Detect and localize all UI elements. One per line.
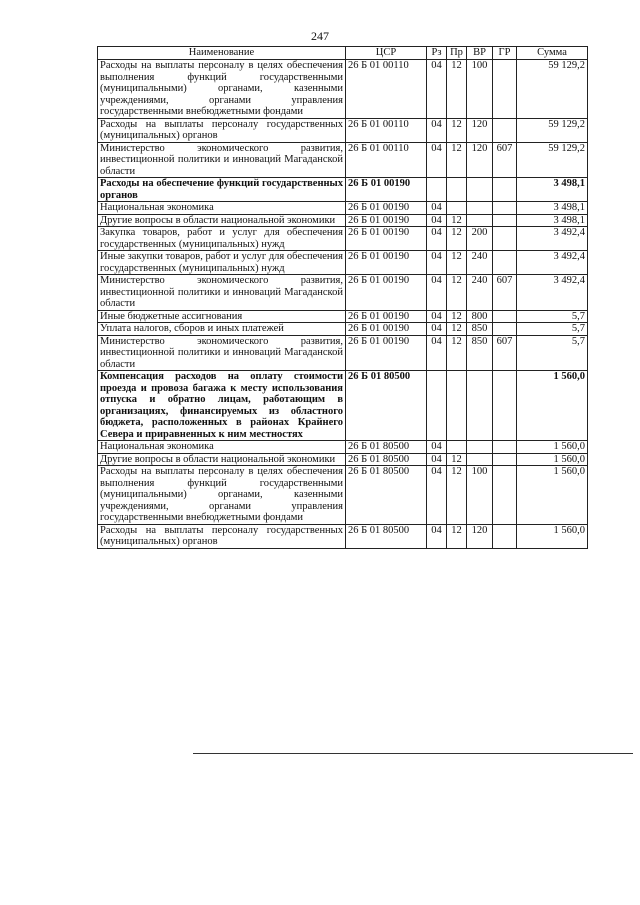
budget-table xyxy=(97,46,588,549)
cell-gr xyxy=(493,60,517,119)
cell-vr: 120 xyxy=(467,142,493,178)
cell-gr xyxy=(493,453,517,466)
cell-csr: 26 Б 01 00190 xyxy=(346,227,427,251)
cell-vr xyxy=(467,178,493,202)
cell-pr: 12 xyxy=(447,466,467,525)
table-row xyxy=(98,441,588,454)
table-row xyxy=(98,275,588,311)
cell-gr xyxy=(493,310,517,323)
cell-gr xyxy=(493,371,517,441)
cell-vr: 100 xyxy=(467,60,493,119)
cell-name: Министерство экономического развития, инвестиционной политики и инноваций Магаданской области xyxy=(98,142,346,178)
cell-name: Национальная экономика xyxy=(98,441,346,454)
header-pr: Пр xyxy=(447,47,467,60)
cell-pr xyxy=(447,178,467,202)
cell-pr: 12 xyxy=(447,275,467,311)
cell-vr: 850 xyxy=(467,335,493,371)
cell-pr xyxy=(447,371,467,441)
cell-rz: 04 xyxy=(427,142,447,178)
header-rz: Рз xyxy=(427,47,447,60)
cell-name: Расходы на выплаты персоналу в целях обеспечения выполнения функций государственными (муниципальными) органами, казенными учреждениями, органами управления государственными внебюджетными фондами xyxy=(98,466,346,525)
table-row xyxy=(98,202,588,215)
table-row xyxy=(98,251,588,275)
cell-sum: 1 560,0 xyxy=(517,371,588,441)
cell-pr xyxy=(447,441,467,454)
table-body xyxy=(98,60,588,549)
cell-rz: 04 xyxy=(427,323,447,336)
table-row xyxy=(98,142,588,178)
cell-name: Иные бюджетные ассигнования xyxy=(98,310,346,323)
cell-pr: 12 xyxy=(447,251,467,275)
header-gr: ГР xyxy=(493,47,517,60)
cell-vr: 800 xyxy=(467,310,493,323)
cell-pr: 12 xyxy=(447,60,467,119)
cell-csr: 26 Б 01 00110 xyxy=(346,142,427,178)
cell-gr xyxy=(493,524,517,548)
cell-csr: 26 Б 01 80500 xyxy=(346,466,427,525)
cell-sum: 3 492,4 xyxy=(517,227,588,251)
cell-vr xyxy=(467,371,493,441)
cell-csr: 26 Б 01 00190 xyxy=(346,214,427,227)
table-row xyxy=(98,310,588,323)
cell-sum: 3 498,1 xyxy=(517,178,588,202)
cell-name: Министерство экономического развития, инвестиционной политики и инноваций Магаданской области xyxy=(98,335,346,371)
cell-vr: 240 xyxy=(467,275,493,311)
cell-sum: 1 560,0 xyxy=(517,466,588,525)
cell-sum: 5,7 xyxy=(517,323,588,336)
cell-vr: 240 xyxy=(467,251,493,275)
cell-csr: 26 Б 01 80500 xyxy=(346,441,427,454)
cell-pr: 12 xyxy=(447,310,467,323)
cell-name: Министерство экономического развития, инвестиционной политики и инноваций Магаданской области xyxy=(98,275,346,311)
cell-sum: 5,7 xyxy=(517,335,588,371)
cell-sum: 3 492,4 xyxy=(517,251,588,275)
cell-sum: 59 129,2 xyxy=(517,60,588,119)
table-row xyxy=(98,214,588,227)
cell-csr: 26 Б 01 80500 xyxy=(346,524,427,548)
cell-csr: 26 Б 01 00190 xyxy=(346,310,427,323)
cell-sum: 59 129,2 xyxy=(517,118,588,142)
cell-rz: 04 xyxy=(427,251,447,275)
table-row xyxy=(98,371,588,441)
header-name: Наименование xyxy=(98,47,346,60)
cell-csr: 26 Б 01 00190 xyxy=(346,251,427,275)
cell-csr: 26 Б 01 00190 xyxy=(346,202,427,215)
cell-pr: 12 xyxy=(447,227,467,251)
cell-pr: 12 xyxy=(447,323,467,336)
cell-rz: 04 xyxy=(427,60,447,119)
cell-name: Уплата налогов, сборов и иных платежей xyxy=(98,323,346,336)
table-row xyxy=(98,453,588,466)
cell-rz: 04 xyxy=(427,453,447,466)
cell-name: Другие вопросы в области национальной экономики xyxy=(98,214,346,227)
cell-gr xyxy=(493,118,517,142)
cell-vr xyxy=(467,202,493,215)
cell-pr: 12 xyxy=(447,214,467,227)
cell-pr: 12 xyxy=(447,335,467,371)
cell-gr xyxy=(493,323,517,336)
cell-rz xyxy=(427,371,447,441)
cell-rz: 04 xyxy=(427,335,447,371)
table-row xyxy=(98,60,588,119)
cell-gr xyxy=(493,441,517,454)
cell-csr: 26 Б 01 00190 xyxy=(346,178,427,202)
table-row xyxy=(98,178,588,202)
cell-csr: 26 Б 01 00190 xyxy=(346,335,427,371)
cell-rz: 04 xyxy=(427,275,447,311)
cell-name: Закупка товаров, работ и услуг для обеспечения государственных (муниципальных) нужд xyxy=(98,227,346,251)
cell-csr: 26 Б 01 80500 xyxy=(346,453,427,466)
cell-gr: 607 xyxy=(493,275,517,311)
header-csr: ЦСР xyxy=(346,47,427,60)
cell-pr: 12 xyxy=(447,142,467,178)
cell-sum: 3 492,4 xyxy=(517,275,588,311)
cell-name: Национальная экономика xyxy=(98,202,346,215)
cell-sum: 3 498,1 xyxy=(517,202,588,215)
cell-vr xyxy=(467,453,493,466)
cell-rz: 04 xyxy=(427,466,447,525)
header-row xyxy=(98,47,588,60)
cell-name: Компенсация расходов на оплату стоимости проезда и провоза багажа к месту использования отпуска и обратно лицам, работающим в организациях, финансируемых из областного бюджета, расположенных в районах Крайнего Севера и приравненных к ним местностях xyxy=(98,371,346,441)
cell-sum: 5,7 xyxy=(517,310,588,323)
footer-divider xyxy=(193,753,633,754)
cell-gr xyxy=(493,466,517,525)
cell-sum: 59 129,2 xyxy=(517,142,588,178)
cell-gr: 607 xyxy=(493,142,517,178)
cell-sum: 1 560,0 xyxy=(517,453,588,466)
cell-rz: 04 xyxy=(427,227,447,251)
cell-name: Расходы на выплаты персоналу в целях обеспечения выполнения функций государственными (муниципальными) органами, казенными учреждениями, органами управления государственными внебюджетными фондами xyxy=(98,60,346,119)
cell-rz: 04 xyxy=(427,214,447,227)
header-sum: Сумма xyxy=(517,47,588,60)
cell-vr: 120 xyxy=(467,524,493,548)
table-row xyxy=(98,466,588,525)
cell-pr: 12 xyxy=(447,118,467,142)
cell-name: Расходы на обеспечение функций государственных органов xyxy=(98,178,346,202)
table-header xyxy=(98,47,588,60)
cell-name: Другие вопросы в области национальной экономики xyxy=(98,453,346,466)
cell-csr: 26 Б 01 00190 xyxy=(346,275,427,311)
cell-csr: 26 Б 01 00110 xyxy=(346,118,427,142)
cell-gr xyxy=(493,202,517,215)
cell-gr xyxy=(493,178,517,202)
cell-name: Расходы на выплаты персоналу государственных (муниципальных) органов xyxy=(98,118,346,142)
cell-rz xyxy=(427,178,447,202)
cell-name: Иные закупки товаров, работ и услуг для обеспечения государственных (муниципальных) нужд xyxy=(98,251,346,275)
cell-rz: 04 xyxy=(427,524,447,548)
cell-pr: 12 xyxy=(447,524,467,548)
cell-sum: 1 560,0 xyxy=(517,441,588,454)
page-number: 247 xyxy=(311,29,329,43)
header-vr: ВР xyxy=(467,47,493,60)
cell-pr xyxy=(447,202,467,215)
cell-gr xyxy=(493,227,517,251)
cell-sum: 3 498,1 xyxy=(517,214,588,227)
table-row xyxy=(98,323,588,336)
cell-gr xyxy=(493,251,517,275)
table-row xyxy=(98,227,588,251)
cell-csr: 26 Б 01 80500 xyxy=(346,371,427,441)
table-row xyxy=(98,524,588,548)
cell-gr xyxy=(493,214,517,227)
cell-rz: 04 xyxy=(427,310,447,323)
table-row xyxy=(98,335,588,371)
cell-rz: 04 xyxy=(427,202,447,215)
table-row xyxy=(98,118,588,142)
cell-pr: 12 xyxy=(447,453,467,466)
cell-csr: 26 Б 01 00110 xyxy=(346,60,427,119)
cell-rz: 04 xyxy=(427,118,447,142)
cell-name: Расходы на выплаты персоналу государственных (муниципальных) органов xyxy=(98,524,346,548)
cell-vr: 200 xyxy=(467,227,493,251)
cell-gr: 607 xyxy=(493,335,517,371)
cell-rz: 04 xyxy=(427,441,447,454)
cell-vr xyxy=(467,214,493,227)
cell-vr xyxy=(467,441,493,454)
cell-sum: 1 560,0 xyxy=(517,524,588,548)
cell-vr: 850 xyxy=(467,323,493,336)
cell-vr: 120 xyxy=(467,118,493,142)
cell-csr: 26 Б 01 00190 xyxy=(346,323,427,336)
cell-vr: 100 xyxy=(467,466,493,525)
